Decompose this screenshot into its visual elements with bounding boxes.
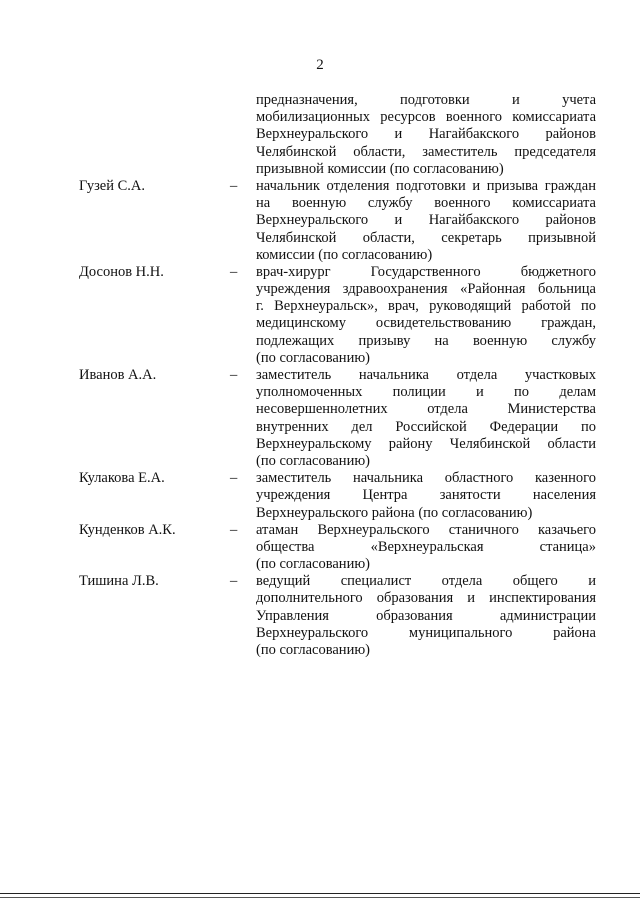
member-name: Иванов А.А. <box>79 367 157 383</box>
description-line: Верхнеуральскому району Челябинской области <box>256 435 596 452</box>
member-position-description <box>256 573 596 659</box>
description-line: (по согласованию) <box>256 452 370 469</box>
description-line: Верхнеуральского муниципального района <box>256 624 596 641</box>
bottom-border-line-secondary <box>0 897 640 898</box>
member-entry <box>0 264 640 367</box>
member-entry <box>0 573 640 659</box>
description-line: начальник отделения подготовки и призыва граждан <box>256 177 596 194</box>
description-line: (по согласованию) <box>256 556 370 573</box>
description-line: уполномоченных полиции и по делам <box>256 384 596 401</box>
member-position-description <box>256 264 596 367</box>
dash-separator: – <box>230 470 238 487</box>
description-line: призывной комиссии (по согласованию) <box>256 160 504 177</box>
description-line: (по согласованию) <box>256 349 370 366</box>
description-line: заместитель начальника отдела участковых <box>256 367 596 383</box>
dash-separator: – <box>230 177 238 194</box>
description-line: учреждения Центра занятости населения <box>256 487 596 504</box>
description-line: подлежащих призыву на военную службу <box>256 332 596 349</box>
member-name: Досонов Н.Н. <box>79 263 164 280</box>
description-line: внутренних дел Российской Федерации по <box>256 418 596 435</box>
member-position-description <box>256 178 596 264</box>
description-line: дополнительного образования и инспектирования <box>256 590 596 607</box>
description-line: мобилизационных ресурсов военного комиссариата <box>256 109 596 126</box>
description-line: Верхнеуральского и Нагайбакского районов <box>256 212 596 229</box>
dash-separator: – <box>230 367 238 383</box>
member-entry <box>0 470 640 522</box>
description-line: несовершеннолетних отдела Министерства <box>256 401 596 418</box>
description-line: Челябинской области, секретарь призывной <box>256 229 596 246</box>
member-entry <box>0 92 640 178</box>
member-position-description <box>256 92 596 178</box>
description-line: г. Верхнеуральск», врач, руководящий работой по <box>256 298 596 315</box>
member-name: Кунденков А.К. <box>79 521 176 538</box>
description-line: комиссии (по согласованию) <box>256 246 433 263</box>
description-line: Челябинской области, заместитель председателя <box>256 143 596 160</box>
description-line: врач-хирург Государственного бюджетного <box>256 263 596 280</box>
bottom-border-line <box>0 893 640 894</box>
member-entry <box>0 522 640 574</box>
description-line: общества «Верхнеуральская станица» <box>256 538 596 555</box>
member-name: Гузей С.А. <box>79 177 146 194</box>
member-position-description <box>256 522 596 574</box>
description-line: ведущий специалист отдела общего и <box>256 573 596 590</box>
description-line: атаман Верхнеуральского станичного казачьего <box>256 521 596 538</box>
description-line: на военную службу военного комиссариата <box>256 195 596 212</box>
dash-separator: – <box>230 573 238 590</box>
description-line: учреждения здравоохранения «Районная больница <box>256 281 596 298</box>
member-position-description <box>256 367 596 470</box>
commission-member-list <box>0 92 640 659</box>
description-line: медицинскому освидетельствованию граждан, <box>256 315 596 332</box>
member-name: Тишина Л.В. <box>79 573 159 590</box>
member-position-description <box>256 470 596 522</box>
dash-separator: – <box>230 521 238 538</box>
description-line: заместитель начальника областного казенного <box>256 470 596 487</box>
description-line: Верхнеуральского района (по согласованию) <box>256 504 533 521</box>
description-line: предназначения, подготовки и учета <box>256 92 596 108</box>
member-entry <box>0 367 640 470</box>
page-number: 2 <box>316 57 324 73</box>
description-line: (по согласованию) <box>256 642 370 658</box>
member-entry <box>0 178 640 264</box>
description-line: Управления образования администрации <box>256 607 596 624</box>
description-line: Верхнеуральского и Нагайбакского районов <box>256 126 596 143</box>
dash-separator: – <box>230 263 238 280</box>
member-name: Кулакова Е.А. <box>79 470 165 487</box>
